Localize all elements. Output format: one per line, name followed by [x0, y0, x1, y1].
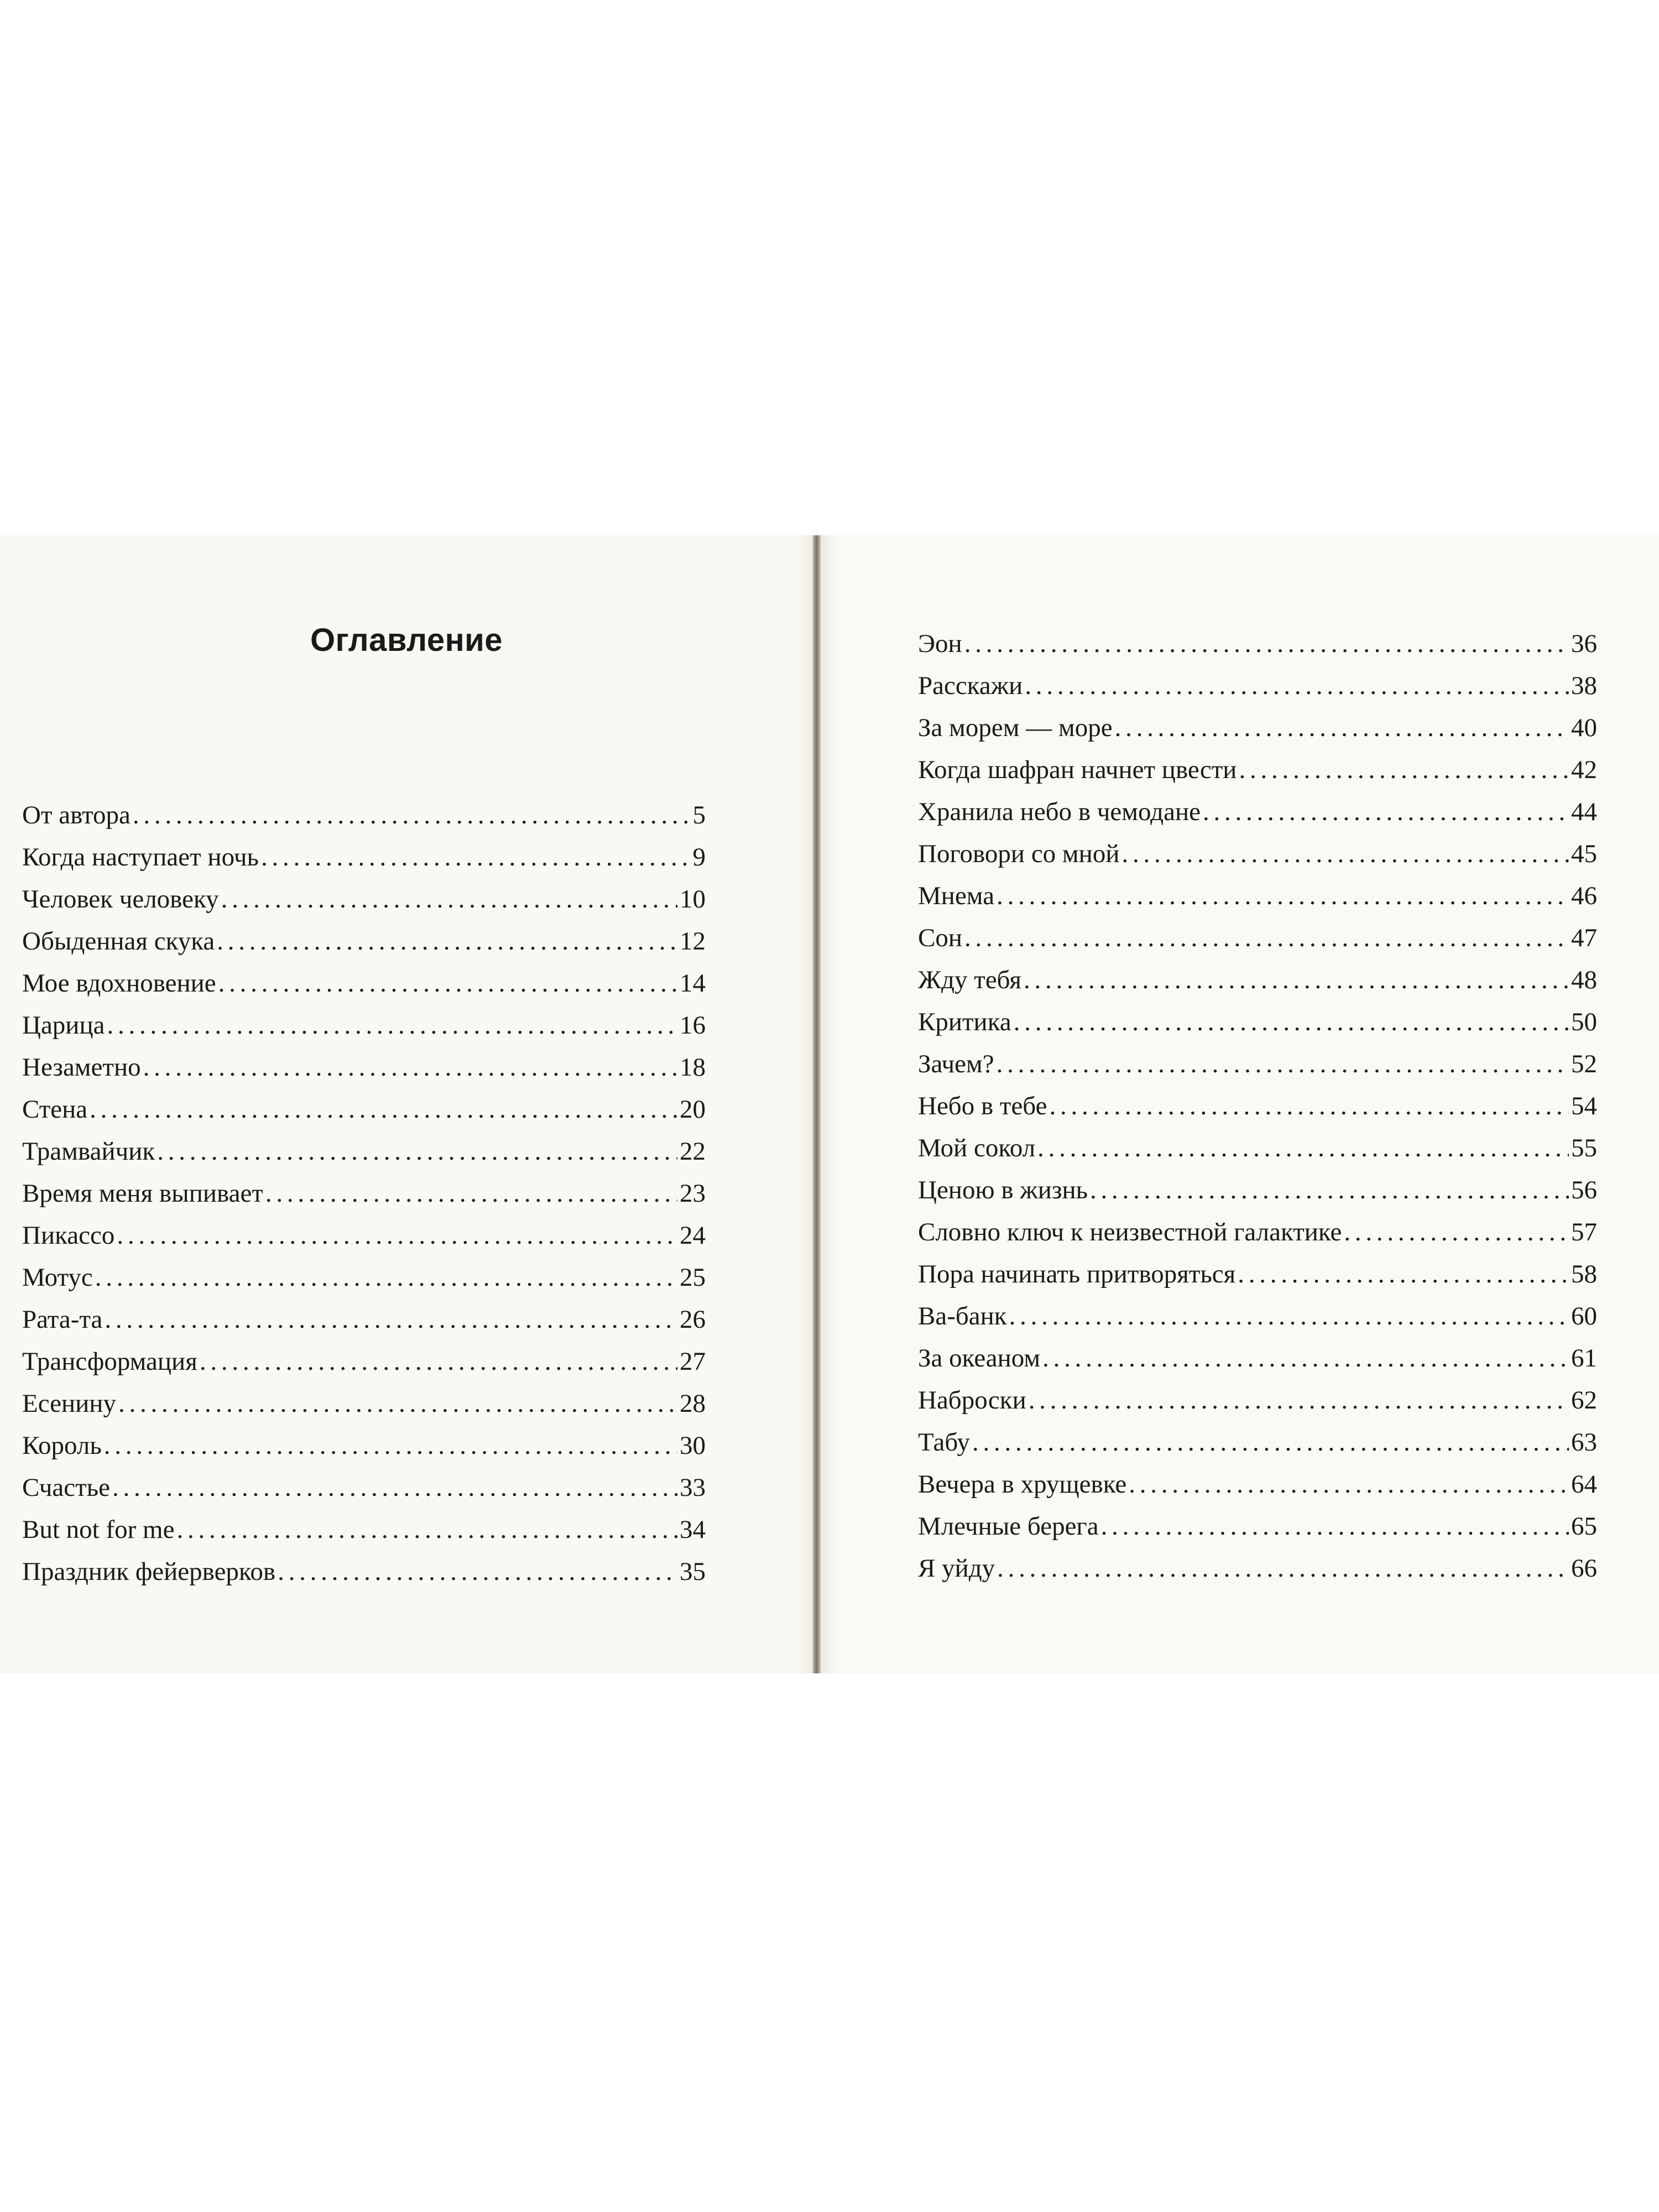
- toc-entry: [918, 959, 1597, 1001]
- toc-entry: [918, 1127, 1597, 1169]
- dot-leader: [117, 1214, 677, 1256]
- dot-leader: [1238, 1253, 1569, 1295]
- dot-leader: [112, 1467, 677, 1509]
- toc-entry: [22, 1509, 706, 1551]
- dot-leader: [218, 962, 677, 1004]
- toc-entry-page-number: 20: [680, 1095, 706, 1124]
- toc-entry-page-number: 62: [1571, 1386, 1597, 1415]
- toc-entry-title: За океаном: [918, 1344, 1041, 1373]
- toc-entry-page-number: 28: [680, 1389, 706, 1418]
- toc-entry-title: Пикассо: [22, 1221, 115, 1250]
- dot-leader: [1129, 1463, 1569, 1505]
- toc-entry-page-number: 40: [1571, 713, 1597, 742]
- toc-entry-title: Пора начинать притворяться: [918, 1260, 1236, 1288]
- toc-entry: [22, 1298, 706, 1340]
- toc-entry-title: Табу: [918, 1428, 971, 1457]
- toc-entry-title: But not for me: [22, 1515, 175, 1544]
- toc-entry: [22, 1467, 706, 1509]
- toc-entry-title: Стена: [22, 1095, 88, 1124]
- dot-leader: [1025, 665, 1569, 707]
- dot-leader: [157, 1130, 677, 1172]
- toc-entry: [918, 1043, 1597, 1085]
- toc-entry-page-number: 56: [1571, 1176, 1597, 1204]
- toc-entry-page-number: 42: [1571, 755, 1597, 784]
- dot-leader: [107, 1004, 677, 1046]
- toc-entry-title: Вечера в хрущевке: [918, 1470, 1127, 1499]
- toc-entry-page-number: 27: [680, 1347, 706, 1376]
- toc-entry-title: Эон: [918, 629, 962, 658]
- dot-leader: [133, 794, 691, 836]
- toc-entry: [22, 1088, 706, 1130]
- toc-entry-title: Жду тебя: [918, 966, 1022, 994]
- toc-entry: [22, 1214, 706, 1256]
- toc-entry-title: Мнема: [918, 881, 995, 910]
- toc-entry: [22, 1004, 706, 1046]
- toc-entry-page-number: 5: [692, 801, 706, 830]
- toc-entry-title: Млечные берега: [918, 1512, 1099, 1541]
- dot-leader: [997, 1547, 1569, 1589]
- toc-entry-title: Зачем?: [918, 1050, 994, 1078]
- toc-entry-page-number: 22: [680, 1137, 706, 1166]
- dot-leader: [972, 1421, 1569, 1463]
- toc-entry: [22, 1383, 706, 1425]
- toc-entry-title: Мой сокол: [918, 1134, 1036, 1162]
- toc-entry-title: Когда шафран начнет цвести: [918, 755, 1237, 784]
- dot-leader: [1101, 1505, 1569, 1547]
- toc-entry-page-number: 36: [1571, 629, 1597, 658]
- toc-entry-title: Царица: [22, 1011, 105, 1040]
- toc-entry: [918, 1169, 1597, 1211]
- book-gutter: [813, 535, 821, 1673]
- dot-leader: [1203, 791, 1569, 833]
- toc-entry: [918, 1421, 1597, 1463]
- left-page: [0, 535, 813, 1673]
- toc-entry-page-number: 50: [1571, 1008, 1597, 1036]
- toc-entry-page-number: 58: [1571, 1260, 1597, 1288]
- right-page: [821, 535, 1659, 1673]
- toc-entry-page-number: 66: [1571, 1554, 1597, 1583]
- dot-leader: [265, 1172, 677, 1214]
- toc-entry: [22, 1172, 706, 1214]
- toc-entry-title: Наброски: [918, 1386, 1026, 1415]
- toc-entry: [918, 1253, 1597, 1295]
- toc-list-left: [22, 794, 706, 1593]
- dot-leader: [278, 1551, 677, 1593]
- toc-entry: [918, 1379, 1597, 1421]
- toc-entry: [918, 1337, 1597, 1379]
- dot-leader: [95, 1256, 677, 1298]
- dot-leader: [1344, 1211, 1569, 1253]
- toc-entry-title: Небо в тебе: [918, 1092, 1047, 1120]
- toc-entry-title: Я уйду: [918, 1554, 995, 1583]
- toc-entry-title: Расскажи: [918, 671, 1023, 700]
- toc-entry-title: Ва-банк: [918, 1302, 1007, 1331]
- dot-leader: [105, 1298, 677, 1340]
- toc-entry-title: Обыденная скука: [22, 927, 215, 956]
- toc-entry-page-number: 52: [1571, 1050, 1597, 1078]
- dot-leader: [217, 920, 677, 962]
- dot-leader: [964, 623, 1569, 665]
- toc-entry-page-number: 34: [680, 1515, 706, 1544]
- dot-leader: [997, 1043, 1569, 1085]
- toc-entry-page-number: 12: [680, 927, 706, 956]
- toc-entry-title: Есенину: [22, 1389, 116, 1418]
- dot-leader: [1115, 707, 1569, 749]
- toc-entry: [22, 920, 706, 962]
- toc-entry-page-number: 10: [680, 885, 706, 914]
- toc-entry-page-number: 57: [1571, 1218, 1597, 1246]
- toc-list-right: [918, 623, 1597, 1589]
- toc-entry: [22, 836, 706, 878]
- dot-leader: [1029, 1379, 1569, 1421]
- dot-leader: [176, 1509, 677, 1551]
- toc-entry-title: Мотус: [22, 1263, 93, 1292]
- toc-entry-title: Мое вдохновение: [22, 969, 216, 998]
- toc-entry: [22, 1256, 706, 1298]
- dot-leader: [964, 917, 1569, 959]
- toc-entry-title: Критика: [918, 1008, 1011, 1036]
- toc-entry-page-number: 65: [1571, 1512, 1597, 1541]
- toc-entry-page-number: 47: [1571, 924, 1597, 952]
- toc-entry-title: Трамвайчик: [22, 1137, 155, 1166]
- toc-entry-title: Рата-та: [22, 1305, 103, 1334]
- dot-leader: [1090, 1169, 1569, 1211]
- toc-entry-title: Когда наступает ночь: [22, 843, 259, 872]
- toc-entry-page-number: 26: [680, 1305, 706, 1334]
- toc-entry-page-number: 33: [680, 1473, 706, 1502]
- toc-entry-page-number: 38: [1571, 671, 1597, 700]
- toc-entry-page-number: 14: [680, 969, 706, 998]
- book-spread: [0, 535, 1659, 1673]
- toc-entry-title: Сон: [918, 924, 963, 952]
- dot-leader: [90, 1088, 677, 1130]
- toc-entry-title: За морем — море: [918, 713, 1113, 742]
- toc-entry: [918, 1085, 1597, 1127]
- toc-entry: [22, 1046, 706, 1088]
- dot-leader: [1014, 1001, 1569, 1043]
- toc-entry-title: Король: [22, 1431, 102, 1460]
- toc-entry-page-number: 44: [1571, 797, 1597, 826]
- dot-leader: [118, 1383, 677, 1425]
- toc-entry-page-number: 55: [1571, 1134, 1597, 1162]
- dot-leader: [997, 875, 1569, 917]
- toc-entry-page-number: 45: [1571, 839, 1597, 868]
- toc-entry: [22, 962, 706, 1004]
- toc-entry-title: Трансформация: [22, 1347, 197, 1376]
- toc-entry-page-number: 60: [1571, 1302, 1597, 1331]
- dot-leader: [1121, 833, 1569, 875]
- toc-entry: [918, 833, 1597, 875]
- dot-leader: [200, 1340, 677, 1383]
- toc-entry: [918, 1001, 1597, 1043]
- toc-entry-page-number: 46: [1571, 881, 1597, 910]
- toc-entry: [22, 1340, 706, 1383]
- toc-entry-page-number: 54: [1571, 1092, 1597, 1120]
- dot-leader: [1239, 749, 1569, 791]
- dot-leader: [1009, 1295, 1569, 1337]
- toc-entry-page-number: 63: [1571, 1428, 1597, 1457]
- page-title: Оглавление: [310, 622, 503, 658]
- dot-leader: [1024, 959, 1569, 1001]
- toc-entry-page-number: 24: [680, 1221, 706, 1250]
- toc-entry-title: Незаметно: [22, 1053, 141, 1082]
- dot-leader: [221, 878, 677, 920]
- dot-leader: [1049, 1085, 1569, 1127]
- toc-entry-page-number: 9: [692, 843, 706, 872]
- toc-entry: [918, 1211, 1597, 1253]
- toc-entry: [918, 791, 1597, 833]
- toc-entry-page-number: 23: [680, 1179, 706, 1208]
- toc-entry: [918, 707, 1597, 749]
- toc-entry: [22, 1130, 706, 1172]
- toc-entry: [918, 749, 1597, 791]
- toc-entry-page-number: 48: [1571, 966, 1597, 994]
- toc-entry-page-number: 64: [1571, 1470, 1597, 1499]
- toc-entry-title: Словно ключ к неизвестной галактике: [918, 1218, 1342, 1246]
- toc-entry-title: Праздник фейерверков: [22, 1557, 276, 1586]
- toc-entry: [918, 1295, 1597, 1337]
- dot-leader: [104, 1425, 677, 1467]
- toc-entry-page-number: 61: [1571, 1344, 1597, 1373]
- toc-entry-page-number: 25: [680, 1263, 706, 1292]
- toc-entry-title: Время меня выпивает: [22, 1179, 263, 1208]
- toc-entry-title: Ценою в жизнь: [918, 1176, 1088, 1204]
- toc-entry: [22, 1425, 706, 1467]
- toc-entry: [918, 1505, 1597, 1547]
- dot-leader: [143, 1046, 677, 1088]
- toc-entry: [918, 623, 1597, 665]
- toc-entry-title: Поговори со мной: [918, 839, 1120, 868]
- toc-entry: [918, 875, 1597, 917]
- toc-entry-page-number: 18: [680, 1053, 706, 1082]
- dot-leader: [261, 836, 691, 878]
- toc-entry-title: Хранила небо в чемодане: [918, 797, 1201, 826]
- toc-entry-page-number: 16: [680, 1011, 706, 1040]
- dot-leader: [1042, 1337, 1569, 1379]
- toc-entry-title: Счастье: [22, 1473, 110, 1502]
- toc-entry-title: Человек человеку: [22, 885, 219, 914]
- toc-entry: [22, 794, 706, 836]
- toc-entry: [22, 878, 706, 920]
- dot-leader: [1037, 1127, 1569, 1169]
- toc-entry: [918, 1463, 1597, 1505]
- toc-entry-page-number: 30: [680, 1431, 706, 1460]
- toc-entry-title: От автора: [22, 801, 131, 830]
- toc-entry: [918, 917, 1597, 959]
- toc-entry-page-number: 35: [680, 1557, 706, 1586]
- toc-entry: [22, 1551, 706, 1593]
- toc-entry: [918, 665, 1597, 707]
- toc-entry: [918, 1547, 1597, 1589]
